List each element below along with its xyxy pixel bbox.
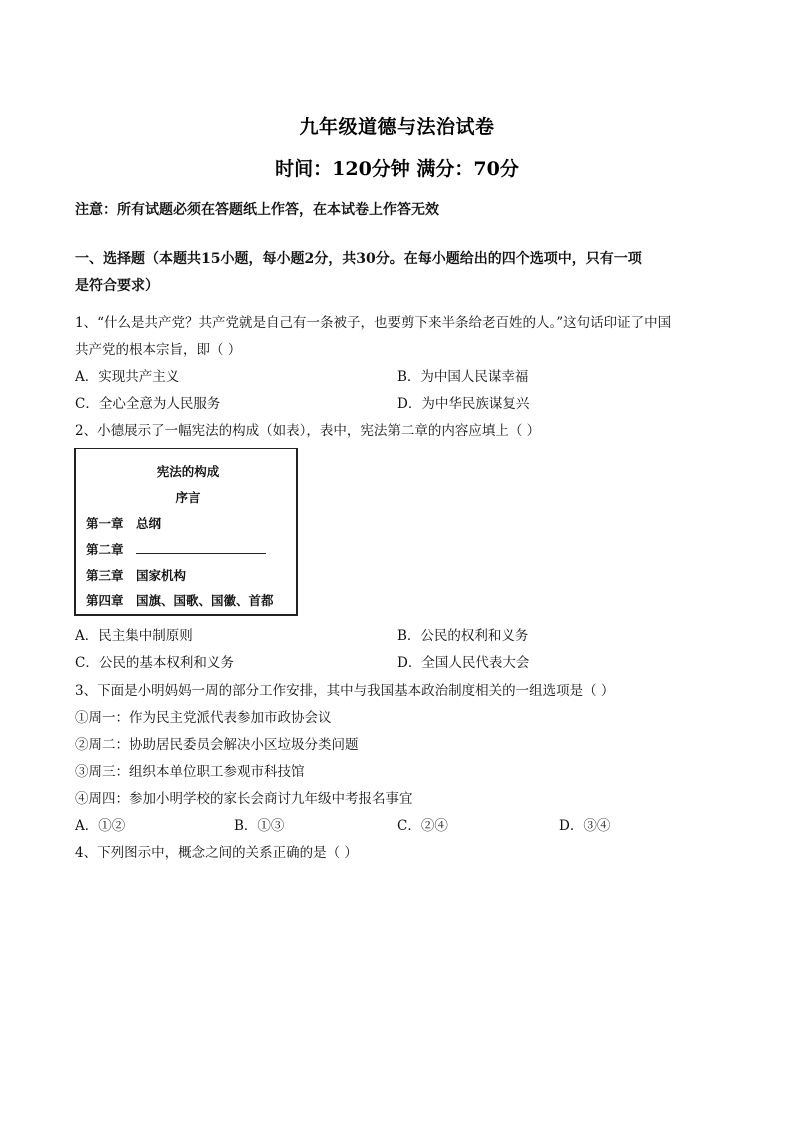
chapter-content: 国家机构 — [136, 568, 187, 583]
q3-option-c: C．②④ — [397, 818, 448, 834]
q3-stem: 3、下面是小明妈妈一周的部分工作安排，其中与我国基本政治制度相关的一组选项是（ ） — [75, 683, 615, 699]
constitution-table-row — [86, 566, 186, 584]
q3-option-d: D．③④ — [559, 818, 611, 834]
q3-item-1: ①周一：作为民主党派代表参加市政协会议 — [75, 710, 332, 726]
q1-option-b: B．为中国人民谋幸福 — [397, 369, 529, 385]
constitution-table — [74, 448, 298, 616]
chapter-content: 国旗、国歌、国徽、首都 — [136, 593, 274, 608]
q1-option-c: C．全心全意为人民服务 — [75, 396, 221, 412]
q3-item-3: ③周三：组织本单位职工参观市科技馆 — [75, 764, 305, 780]
q2-option-a: A．民主集中制原则 — [75, 628, 193, 644]
q1-option-d: D．为中华民族谋复兴 — [397, 396, 530, 412]
q3-item-4: ④周四：参加小明学校的家长会商讨九年级中考报名事宜 — [75, 791, 413, 807]
section-heading-line1: 一、选择题（本题共15小题，每小题2分，共30分。在每小题给出的四个选项中，只有一项 — [75, 251, 642, 267]
q4-stem: 4、下列图示中，概念之间的关系正确的是（ ） — [75, 845, 358, 861]
q1-stem-line2: 共产党的根本宗旨，即（ ） — [75, 342, 242, 358]
q2-option-d: D．全国人民代表大会 — [397, 655, 530, 671]
chapter-label: 第一章 — [86, 516, 124, 531]
constitution-table-row — [86, 540, 266, 558]
constitution-table-preface: 序言 — [175, 490, 201, 505]
section-heading-line2: 是符合要求） — [75, 278, 159, 294]
constitution-table-title: 宪法的构成 — [156, 464, 220, 479]
q1-option-a: A．实现共产主义 — [75, 369, 180, 385]
q3-item-2: ②周二：协助居民委员会解决小区垃圾分类问题 — [75, 737, 359, 753]
exam-title: 九年级道德与法治试卷 — [299, 116, 495, 138]
exam-notice: 注意：所有试题必须在答题纸上作答，在本试卷上作答无效 — [75, 202, 439, 218]
chapter-label: 第二章 — [86, 542, 124, 557]
q2-stem: 2、小德展示了一幅宪法的构成（如表），表中，宪法第二章的内容应填上（ ） — [75, 423, 541, 439]
fill-in-blank — [136, 541, 266, 554]
q2-option-c: C．公民的基本权利和义务 — [75, 655, 234, 671]
q3-option-a: A．①② — [75, 818, 126, 834]
constitution-table-row — [86, 591, 274, 609]
q1-stem-line1: 1、“什么是共产党？共产党就是自己有一条被子，也要剪下来半条给老百姓的人。”这句话印证了中国 — [75, 315, 672, 331]
exam-time-score: 时间：120分钟 满分：70分 — [275, 158, 519, 180]
chapter-label: 第四章 — [86, 593, 124, 608]
section-heading — [75, 246, 725, 300]
constitution-table-row — [86, 514, 161, 532]
q3-option-b: B．①③ — [234, 818, 285, 834]
chapter-label: 第三章 — [86, 568, 124, 583]
q2-option-b: B．公民的权利和义务 — [397, 628, 529, 644]
chapter-content: 总纲 — [136, 516, 162, 531]
